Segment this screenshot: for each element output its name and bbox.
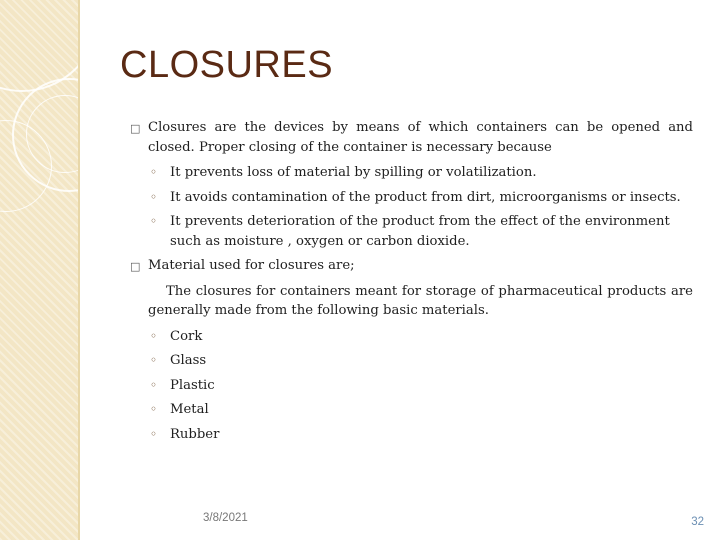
bullet-text: Closures are the devices by means of which containers can be opened and closed. Proper closing of the container is necessary because [148,120,693,155]
bullet-text: Material used for closures are; [148,258,355,273]
sub-bullet-item [148,163,693,183]
slide-title: CLOSURES [120,44,334,86]
sub-bullet-text: It avoids contamination of the product from dirt, microorganisms or insects. [170,189,681,205]
circle-bullet-icon: ◦ [150,165,158,179]
circle-bullet-icon: ◦ [150,328,158,343]
circle-bullet-icon: ◦ [150,353,158,367]
slide-content [130,118,693,449]
materials-list [148,327,693,445]
body-paragraph: The closures for containers meant for storage of pharmaceutical products are generally made from the following basic materials. [148,283,693,318]
sub-list [148,163,693,251]
circle-bullet-icon: ◦ [150,214,158,228]
footer-date: 3/8/2021 [203,512,248,524]
material-text: Metal [170,402,209,417]
circle-bullet-icon: ◦ [150,377,158,392]
sub-bullet-item [148,212,693,251]
sub-bullet-item [148,188,693,208]
box-bullet-icon: □ [130,122,141,135]
bullet-item [130,118,693,157]
material-item [148,425,693,445]
material-item [148,376,693,396]
box-bullet-icon: □ [130,260,141,273]
decorative-side-stripe [0,0,78,540]
stripe-divider [78,0,80,540]
material-item [148,327,693,347]
sub-bullet-text: It prevents loss of material by spilling or volatilization. [170,165,537,180]
material-item [148,351,693,371]
sub-bullet-text: It prevents deterioration of the product from the effect of the environment such as moisture , oxygen or carbon dioxide. [170,214,670,249]
material-text: Plastic [170,377,215,393]
material-text: Glass [170,353,207,368]
circle-bullet-icon: ◦ [150,402,158,416]
material-text: Rubber [170,426,220,442]
bullet-item [130,256,693,276]
material-item [148,400,693,420]
material-text: Cork [170,328,203,344]
slide-number: 32 [691,516,704,528]
circle-bullet-icon: ◦ [150,426,158,441]
circle-bullet-icon: ◦ [150,189,158,204]
